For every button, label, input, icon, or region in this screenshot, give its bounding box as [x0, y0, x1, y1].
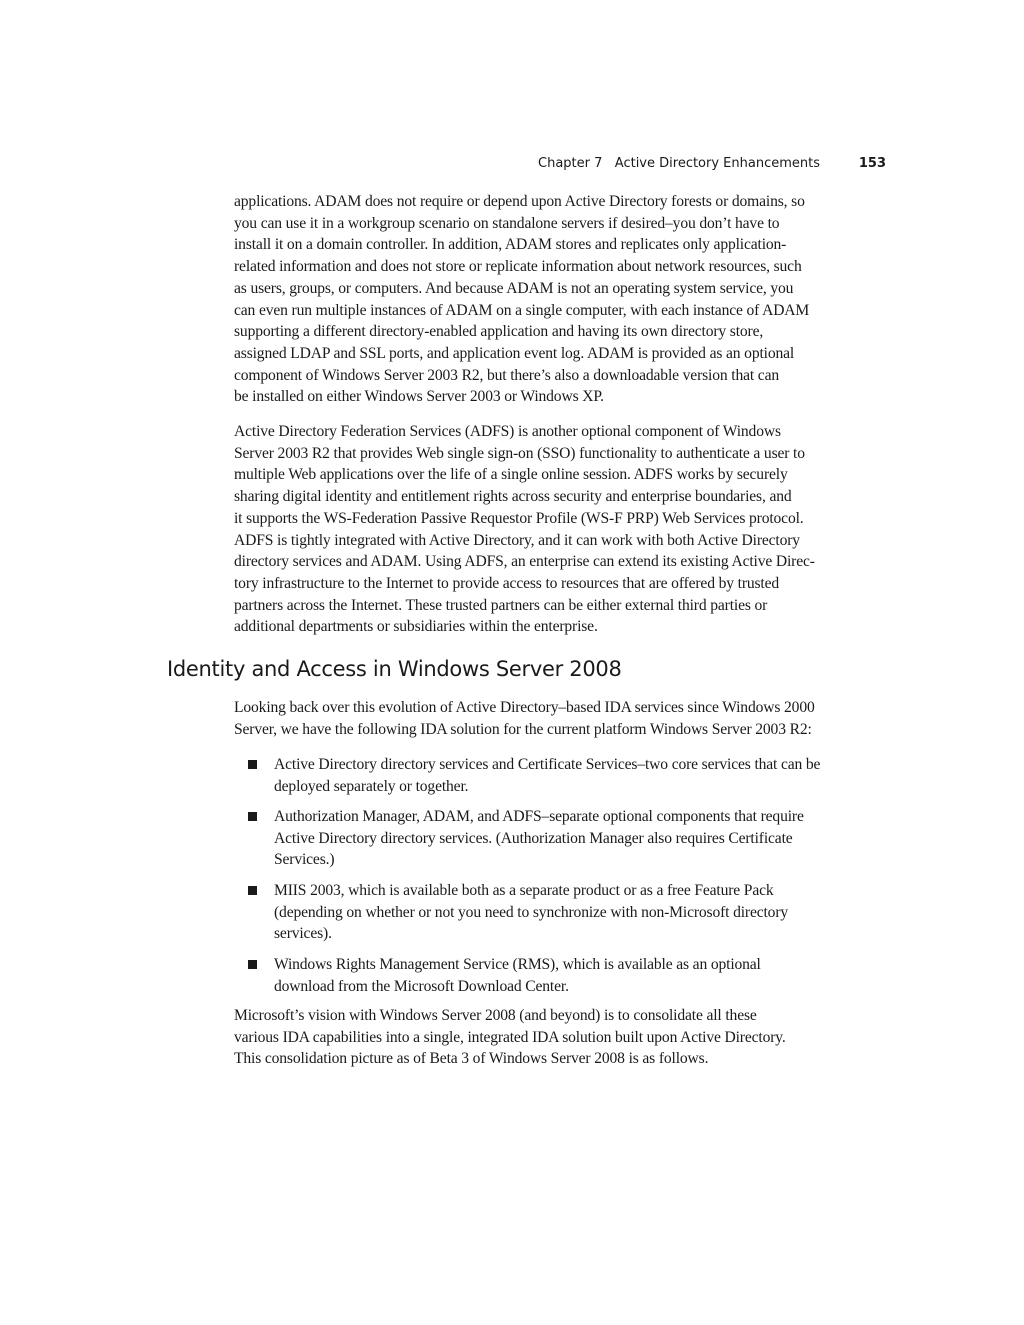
text-line: tory infrastructure to the Internet to provide access to resources that are offered by trusted — [234, 574, 780, 592]
text-line: Windows Rights Management Service (RMS), which is available as an optional — [274, 956, 761, 973]
text-line: assigned LDAP and SSL ports, and application event log. ADAM is provided as an optional — [234, 344, 795, 362]
bullet-square-icon — [248, 812, 257, 821]
text-line: Server 2003 R2 that provides Web single sign-on (SSO) functionality to authenticate a user to — [234, 444, 805, 462]
paragraph-adam — [234, 191, 809, 408]
page-number: 153 — [858, 156, 886, 171]
paragraph-intro — [234, 697, 815, 740]
text-line: directory services and ADAM. Using ADFS, an enterprise can extend its existing Active Direc- — [234, 553, 815, 571]
text-line: you can use it in a workgroup scenario on standalone servers if desired–you don’t have to — [234, 214, 780, 232]
text-line: applications. ADAM does not require or depend upon Active Directory forests or domains, so — [234, 193, 805, 210]
bullet-item — [274, 806, 804, 871]
section-heading: Identity and Access in Windows Server 2008 — [167, 657, 622, 681]
text-line: Active Directory directory services. (Authorization Manager also requires Certificate — [274, 829, 793, 847]
bullet-item — [274, 954, 761, 997]
text-line: Authorization Manager, ADAM, and ADFS–separate optional components that require — [274, 808, 804, 825]
text-line: sharing digital identity and entitlement rights across security and enterprise boundaries, and — [234, 488, 792, 506]
text-line: (depending on whether or not you need to synchronize with non-Microsoft directory — [274, 903, 789, 921]
text-line: ADFS is tightly integrated with Active Directory, and it can work with both Active Directory — [234, 531, 800, 549]
text-line: supporting a different directory-enabled application and having its own directory store, — [234, 323, 764, 341]
text-line: various IDA capabilities into a single, integrated IDA solution built upon Active Directory. — [234, 1028, 786, 1046]
text-line: install it on a domain controller. In addition, ADAM stores and replicates only application- — [234, 236, 787, 254]
bullet-square-icon — [248, 760, 257, 769]
text-line: partners across the Internet. These trusted partners can be either external third parties or — [234, 596, 768, 614]
paragraph-vision — [234, 1005, 786, 1070]
text-line: Server, we have the following IDA solution for the current platform Windows Server 2003 R2: — [234, 720, 812, 738]
bullet-item — [274, 754, 820, 797]
text-line: Active Directory directory services and Certificate Services–two core services that can be — [274, 756, 821, 773]
text-line: Active Directory Federation Services (ADFS) is another optional component of Windows — [234, 423, 781, 440]
text-line: related information and does not store or replicate information about network resources, such — [234, 258, 802, 276]
text-line: services). — [274, 925, 332, 943]
paragraph-adfs — [234, 421, 815, 638]
bullet-square-icon — [248, 960, 257, 969]
text-line: MIIS 2003, which is available both as a separate product or as a free Feature Pack — [274, 882, 774, 899]
text-line: Microsoft’s vision with Windows Server 2008 (and beyond) is to consolidate all these — [234, 1007, 757, 1024]
text-line: component of Windows Server 2003 R2, but there’s also a downloadable version that can — [234, 366, 779, 384]
text-line: can even run multiple instances of ADAM on a single computer, with each instance of ADAM — [234, 301, 810, 319]
text-line: deployed separately or together. — [274, 777, 469, 795]
text-line: be installed on either Windows Server 2003 or Windows XP. — [234, 388, 604, 406]
text-line: it supports the WS-Federation Passive Requestor Profile (WS-F PRP) Web Services protocol. — [234, 509, 804, 527]
text-line: as users, groups, or computers. And because ADAM is not an operating system service, you — [234, 279, 794, 297]
text-line: This consolidation picture as of Beta 3 of Windows Server 2008 is as follows. — [234, 1050, 709, 1068]
text-line: Looking back over this evolution of Active Directory–based IDA services since Windows 2000 — [234, 699, 815, 716]
text-line: download from the Microsoft Download Center. — [274, 977, 569, 995]
text-line: Services.) — [274, 851, 335, 869]
text-line: additional departments or subsidiaries within the enterprise. — [234, 618, 598, 636]
bullet-item — [274, 880, 788, 945]
bullet-square-icon — [248, 886, 257, 895]
chapter-title: Chapter 7 Active Directory Enhancements — [538, 156, 820, 171]
text-line: multiple Web applications over the life of a single online session. ADFS works by securely — [234, 466, 788, 484]
